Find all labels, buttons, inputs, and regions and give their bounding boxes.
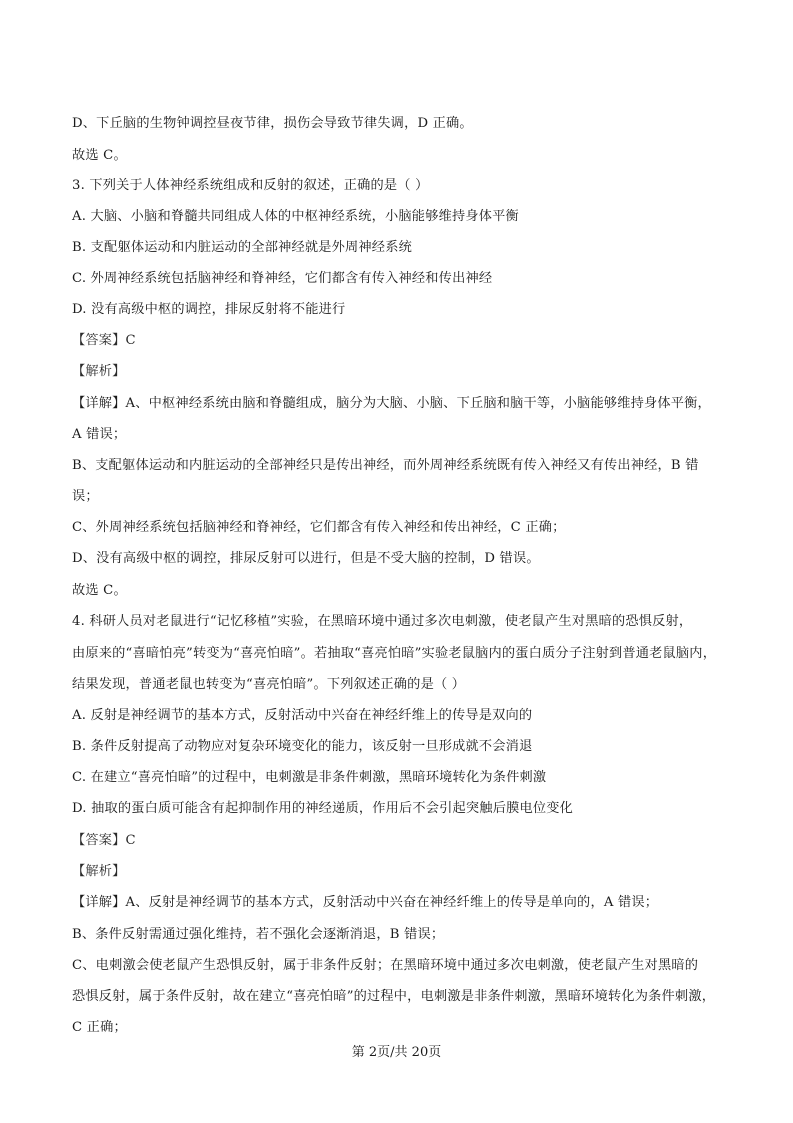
option-b: B. 支配躯体运动和内脏运动的全部神经就是外周神经系统 (72, 240, 412, 255)
question-stem: 由原来的“喜暗怕亮”转变为“喜亮怕暗”。若抽取“喜亮怕暗”实验老鼠脑内的蛋白质分子注射到普通老鼠脑内， (72, 646, 717, 661)
option-d: D. 没有高级中枢的调控，排尿反射将不能进行 (72, 302, 346, 317)
question-stem: 4. 科研人员对老鼠进行“记忆移植”实验，在黑暗环境中通过多次电刺激，使老鼠产生对黑暗的恐惧反射， (72, 614, 693, 629)
option-a: A. 反射是神经调节的基本方式，反射活动中兴奋在神经纤维上的传导是双向的 (72, 708, 533, 723)
explanation-line: B、条件反射需通过强化维持，若不强化会逐渐消退，B 错误； (72, 927, 445, 942)
explanation-line: 【详解】A、中枢神经系统由脑和脊髓组成，脑分为大脑、小脑、下丘脑和脑干等，小脑能够维持身体平衡， (72, 396, 711, 411)
text-line: 故选 C。 (72, 148, 127, 163)
page-footer: 第 2页/共 20页 (351, 1045, 442, 1060)
question-stem: 结果发现，普通老鼠也转变为“喜亮怕暗”。下列叙述正确的是（ ） (72, 677, 466, 692)
question-stem: 3. 下列关于人体神经系统组成和反射的叙述，正确的是（ ） (72, 178, 429, 193)
analysis-label: 【解析】 (72, 364, 126, 379)
answer-label: 【答案】C (72, 833, 136, 848)
explanation-line: C、电刺激会使老鼠产生恐惧反射，属于非条件反射；在黑暗环境中通过多次电刺激，使老鼠产生对黑暗的 (72, 958, 699, 973)
option-d: D. 抽取的蛋白质可能含有起抑制作用的神经递质，作用后不会引起突触后膜电位变化 (72, 801, 574, 816)
text-line: 故选 C。 (72, 583, 127, 598)
explanation-line: 恐惧反射，属于条件反射，故在建立“喜亮怕暗”的过程中，电刺激是非条件刺激，黑暗环境转化为条件刺激， (72, 989, 716, 1004)
explanation-line: 【详解】A、反射是神经调节的基本方式，反射活动中兴奋在神经纤维上的传导是单向的，A 错误； (72, 895, 659, 910)
explanation-line: 误； (72, 489, 99, 504)
analysis-label: 【解析】 (72, 864, 126, 879)
explanation-line: C、外周神经系统包括脑神经和脊神经，它们都含有传入神经和传出神经，C 正确； (72, 520, 566, 535)
option-a: A. 大脑、小脑和脊髓共同组成人体的中枢神经系统，小脑能够维持身体平衡 (72, 209, 519, 224)
option-b: B. 条件反射提高了动物应对复杂环境变化的能力，该反射一旦形成就不会消退 (72, 739, 533, 754)
option-c: C. 在建立“喜亮怕暗”的过程中，电刺激是非条件刺激，黑暗环境转化为条件刺激 (72, 770, 547, 785)
option-c: C. 外周神经系统包括脑神经和脊神经，它们都含有传入神经和传出神经 (72, 271, 493, 286)
explanation-line: B、支配躯体运动和内脏运动的全部神经只是传出神经，而外周神经系统既有传入神经又有传出神经，B 错 (72, 458, 699, 473)
explanation-line: C 正确； (72, 1020, 127, 1035)
explanation-line: A 错误； (72, 427, 127, 442)
text-line: D、下丘脑的生物钟调控昼夜节律，损伤会导致节律失调，D 正确。 (72, 116, 473, 131)
answer-label: 【答案】C (72, 333, 136, 348)
explanation-line: D、没有高级中枢的调控，排尿反射可以进行，但是不受大脑的控制，D 错误。 (72, 551, 540, 566)
